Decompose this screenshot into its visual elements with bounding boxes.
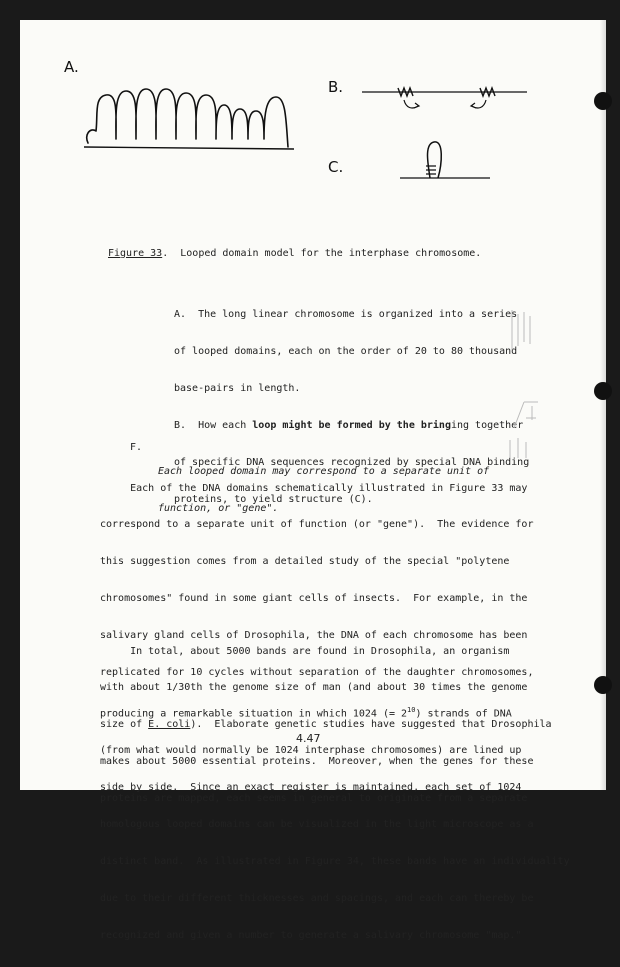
- caption-title: Looped domain model for the interphase chromosome.: [180, 247, 482, 259]
- bleed-through-marks: [504, 310, 554, 460]
- document-page: [20, 20, 606, 941]
- paragraph-line: size of E. coli). Elaborate genetic studies have suggested that Drosophila: [100, 719, 552, 731]
- caption-a-line: of looped domains, each on the order of 20 to 80 thousand: [174, 345, 518, 357]
- paragraph-line: (from what would normally be 1024 interphase chromosomes) are lined up: [100, 745, 522, 757]
- figure-caption: Figure 33. Looped domain model for the interphase chromosome. A. The long linear chromosome is organized into a series of looped domains, each on the order of 20 to 80 thousand base-pairs in length. B. How each loop might be formed by the bringing together of specific DNA sequences recognized by special DNA binding proteins, to yield structure (C).: [108, 247, 530, 505]
- paragraph-line: recognized and given a number to generate a salivary chromosome "map.": [100, 929, 522, 941]
- section-marker: F.: [130, 441, 143, 453]
- superscript-exponent: 10: [407, 705, 416, 714]
- paragraph-line: with about 1/30th the genome size of man (and about 30 times the genome: [100, 682, 528, 694]
- caption-a-line: A. The long linear chromosome is organized into a series: [174, 309, 518, 321]
- paragraph-line: side by side. Since an exact register is maintained, each set of 1024: [100, 782, 522, 794]
- figure-label-a: A.: [64, 58, 79, 76]
- figure-label-c: C.: [328, 158, 344, 176]
- species-name: E. coli: [148, 719, 191, 731]
- paragraph-line: Each of the DNA domains schematically illustrated in Figure 33 may: [100, 482, 528, 494]
- binder-hole-middle: [594, 382, 612, 400]
- binder-hole-top: [594, 92, 612, 110]
- paragraph-line: producing a remarkable situation in which 1024 (= $2^{10}$) strands of DNA: [100, 705, 512, 720]
- page-edge-shadow: [600, 20, 606, 790]
- caption-b-line: of specific DNA sequences recognized by special DNA binding: [174, 456, 530, 468]
- figure-a-looped-chromosome: [84, 75, 304, 155]
- page-number: 4.47: [296, 732, 321, 745]
- paragraph-line: replicated for 10 cycles without separation of the daughter chromosomes,: [100, 667, 534, 679]
- figure-label-b: B.: [328, 78, 344, 96]
- caption-label: Figure 33: [108, 247, 163, 259]
- figure-c-single-loop: [400, 138, 500, 184]
- paragraph-line: chromosomes" found in some giant cells of insects. For example, in the: [100, 593, 528, 605]
- figure-b-linear-dna: [362, 80, 532, 114]
- paragraph-line: In total, about 5000 bands are found in Drosophila, an organism: [100, 645, 510, 657]
- section-heading-line: Each looped domain may correspond to a separate unit of: [158, 466, 490, 478]
- caption-b-line: proteins, to yield structure (C).: [174, 493, 373, 505]
- paragraph-line: salivary gland cells of Drosophila, the DNA of each chromosome has been: [100, 630, 528, 642]
- binder-hole-bottom: [594, 676, 612, 694]
- paragraph-line: homologous looped domains can be visualized in the light microscope as a: [100, 818, 534, 830]
- caption-a-line: base-pairs in length.: [174, 382, 301, 394]
- paragraph-line: distinct band. As illustrated in Figure 34, these bands have an individuality: [100, 855, 570, 867]
- paragraph-line: proteins are mapped, each seems in general to originate from a separate: [100, 793, 528, 805]
- section-heading-line: function, or "gene".: [158, 503, 279, 515]
- paragraph-line: due to their different thicknesses and spacings, and each can thereby be: [100, 892, 534, 904]
- paragraph-line: this suggestion comes from a detailed study of the special "polytene: [100, 556, 510, 568]
- paragraph-line: makes about 5000 essential proteins. Moreover, when the genes for these: [100, 756, 534, 768]
- paragraph-line: correspond to a separate unit of function (or "gene"). The evidence for: [100, 519, 534, 531]
- body-paragraph-2: [100, 621, 552, 830]
